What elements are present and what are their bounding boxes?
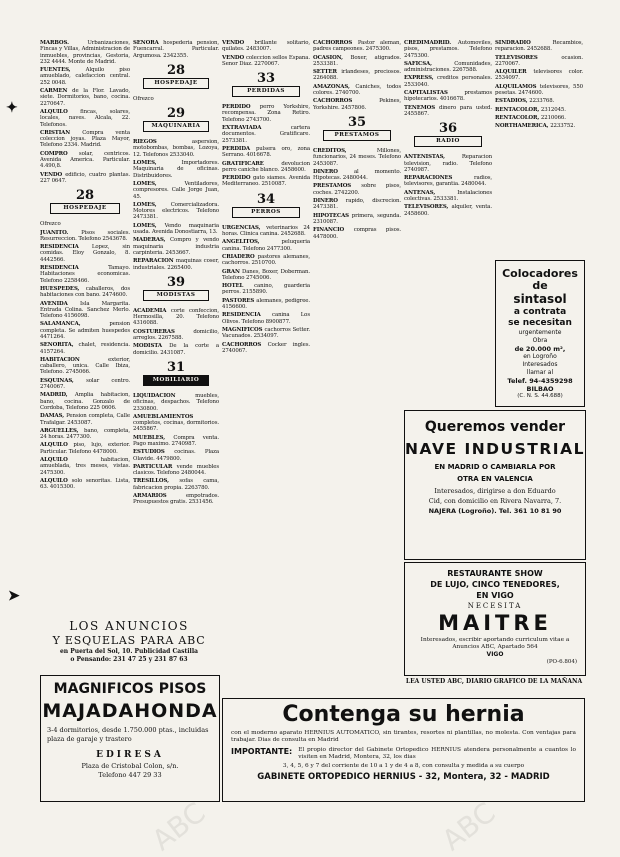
classified-ad	[40, 130, 130, 149]
classified-ad	[222, 239, 310, 252]
ad-heading: TELEVISORES	[495, 54, 562, 61]
ad-text: coleccion sellos Espana. Senor Diaz. 2270067.	[222, 54, 310, 67]
ad-text: peluqueria canina. Telefono 2477300.	[222, 239, 310, 252]
classified-ad	[404, 75, 492, 88]
ad-heading: GRAN	[222, 268, 242, 275]
ad-heading: RENTACOLOR,	[495, 114, 541, 121]
classified-ad	[404, 190, 492, 203]
ad-heading: ALQUILAMOS	[495, 83, 540, 90]
section-33: 33 PERDIDAS	[228, 71, 304, 100]
classified-ad	[313, 213, 401, 226]
ad-text: Compra venta. Pago maximo. 2740987.	[133, 434, 219, 447]
ad-heading: REPARACIONES	[404, 175, 474, 182]
ad-text: al momento. Hipotecas. 2480044.	[313, 168, 401, 182]
classified-ad	[133, 139, 219, 158]
ad-text: Alquilo piso amueblado, calefaccion central. 252 0048.	[40, 67, 130, 86]
classified-ad	[313, 183, 401, 196]
ad-text: solar centro. 2740067.	[40, 377, 130, 391]
ad-text: devolucion perro caniche blanco. 2458600.	[222, 160, 310, 173]
ad-heading: COMPRO	[40, 150, 79, 157]
classified-ad	[495, 107, 583, 113]
column-1	[40, 40, 130, 655]
ad-heading: CRISTIAN	[40, 129, 83, 136]
watermark: ABC	[435, 795, 502, 857]
ad-text: Millones, funcionarios, 24 meses. Telefono 2453087.	[313, 147, 401, 167]
classified-ad	[495, 123, 583, 129]
ad-text: habitacion, amueblada, tres meses, vistas. 2475300.	[40, 457, 130, 476]
ad-heading: CAPITALISTAS	[404, 90, 465, 97]
ad-heading: CREDIMADRID.	[404, 40, 458, 46]
section-39: 39 MODISTAS	[139, 275, 213, 304]
ad-heading: SENORITA,	[40, 342, 79, 349]
classified-ad	[313, 40, 401, 53]
hernius-ad: Contenga su hernia con el moderno aparato HERNIUS AUTOMATICO, sin tirantes, resortes ni plantillas, no molesta. Con ventajas para trabajar. Dias de consulta en Madrid IMPORTANTE: El propio director del Gabinete Ortopedico HERNIUS atendera personalmente a cuantos lo visiten en Madrid, Montera, 32, los dias 3, 4, 5, 6 y 7 del corriente de 10 a 1 y de 4 a 8, con consulta y medida a su cuerpo GABINETE ORTOPEDICO HERNIUS - 32, Montera, 32 - MADRID	[222, 698, 585, 802]
classified-ad	[133, 493, 219, 506]
ad-text: pulsera oro, zona Serrano. 4016678.	[222, 145, 310, 159]
ad-heading: HOTEL	[222, 283, 255, 290]
ad-heading: SAFICSA,	[404, 60, 455, 67]
ad-text: maquinas coser, industriales. 2265400.	[133, 258, 219, 271]
ad-heading: CACHORROS	[313, 98, 380, 105]
ad-heading: SALAMANCA,	[40, 321, 110, 328]
ad-heading: TRESILLOS,	[133, 478, 180, 485]
ad-heading: ALQUILO	[40, 108, 81, 115]
column-2	[133, 40, 219, 655]
classified-ad	[404, 61, 492, 74]
classified-ad	[495, 98, 583, 104]
ad-text: Compra venta coleccion joyas. Plaza Mayor, Telefono 2334. Madrid.	[40, 129, 130, 149]
classified-ad	[133, 435, 219, 448]
ad-heading: ACADEMIA	[133, 307, 171, 314]
ad-heading: AMAZONAS,	[313, 83, 356, 90]
ad-heading: SENORA	[133, 40, 164, 46]
classified-ad	[222, 298, 310, 311]
classified-ad	[222, 342, 310, 355]
abc-anuncios-ad: LOS ANUNCIOS Y ESQUELAS PARA ABC en Puerta del Sol, 10. Publicidad Castilla o Pensando: 231 47 25 y 231 87 63	[52, 619, 206, 663]
ad-heading: SETTER	[313, 69, 342, 76]
ad-text: completos, cocinas, dormitorios. 2455867.	[133, 420, 219, 433]
ad-text: hospederia pension, Fuencarral. Particular. Argumosa. 2342355.	[133, 40, 219, 59]
ad-heading: RESIDENCIA	[222, 312, 273, 319]
classified-ad	[222, 283, 310, 296]
classified-ad	[40, 244, 130, 263]
ad-text: Compro y vendo maquinaria industria carpinteria. 2453667.	[133, 237, 219, 256]
section-28: 28 HOSPEDAJE	[46, 188, 124, 217]
ad-text: Amplia habitacion, bano, cocina. Gonzalo de Cordoba, Telefono 225 0606.	[40, 392, 130, 411]
ad-text: Lopez, sin comidas. Eloy Gonzalo, 8. 4442566.	[40, 244, 130, 263]
ad-text: pastores alemanes, cachorros. 2510700.	[222, 253, 310, 267]
ad-text: 2233768.	[529, 98, 555, 105]
classified-ad	[495, 69, 583, 82]
classified-ad	[40, 88, 130, 107]
ad-heading: VENDO	[222, 54, 246, 61]
ad-text: Pastor aleman, padres campeones. 2475300.	[313, 40, 401, 53]
lea-abc-line: LEA USTED ABC, DIARIO GRAFICO DE LA MAÑANA	[405, 678, 583, 685]
ad-text: canina Los Olivos. Telefono 8900877.	[222, 312, 310, 325]
ad-text: Pension completa, Calle Trafalgar. 2453087.	[40, 413, 130, 426]
ad-heading: RESIDENCIA	[40, 244, 92, 251]
classified-ad	[404, 204, 492, 217]
classified-ad	[133, 160, 219, 179]
ad-heading: ARGUELLES,	[40, 427, 84, 434]
ad-heading: PERDIDA	[222, 145, 256, 152]
ad-heading: URGENCIAS,	[222, 224, 267, 231]
ad-heading: LOMES,	[133, 222, 165, 229]
classified-ad	[40, 428, 130, 441]
ad-heading: CARMEN	[40, 88, 73, 95]
ad-heading: SINDRADIO	[495, 40, 553, 46]
ad-text: Vendo maquinaria usada. Avenida Donostiarra, 13.	[133, 222, 219, 236]
classified-ad	[133, 449, 219, 462]
ad-heading: HABITACION	[40, 356, 109, 363]
ad-text: Urbanizaciones, Fincas y Villas, Administracion de inmuebles, provincias, Gestoria, 232 4444. Monte de Madrid.	[40, 40, 130, 65]
classified-ad	[40, 321, 130, 340]
ad-heading: FINANCIO	[313, 227, 354, 234]
classified-ad	[40, 342, 130, 355]
classified-ad	[40, 67, 130, 86]
classified-ad	[40, 357, 130, 376]
ad-text: canino, guarderia perros. 2155890.	[222, 283, 310, 296]
ad-heading: ANTENISTAS,	[404, 154, 462, 161]
classified-ad	[222, 125, 310, 144]
ad-heading: RIEGOS	[133, 139, 192, 146]
classified-ad	[133, 343, 219, 356]
ad-text: caballeros, dos habitaciones con bano. 2474600.	[40, 285, 130, 299]
nave-industrial-ad: Queremos vender NAVE INDUSTRIAL EN MADRID O CAMBIARLA POR OTRA EN VALENCIA Interesados, dirigirse a don Eduardo Cid, con domicilio en Rivera Navarra, 7. NAJERA (Logroño). Tel. 361 10 81 90	[404, 410, 586, 560]
classified-ad	[40, 172, 130, 185]
classified-ad	[133, 258, 219, 271]
ad-text: 2233752.	[550, 123, 576, 130]
ad-text: radios, televisores, garantia. 2480044.	[404, 175, 492, 188]
classified-ad	[133, 329, 219, 342]
ad-text: gato siames. Avenida Mediterraneo. 2510087.	[222, 175, 310, 188]
ad-text: compras pisos. 4478000.	[313, 227, 401, 240]
ad-text: Comunidades, administraciones. 2267588.	[404, 60, 492, 74]
ad-text: Tamayo. Habitaciones economicas. Telefono 2258466.	[40, 265, 130, 284]
ad-heading: AMUEBLAMIENTOS	[133, 413, 194, 420]
ad-heading: DAMAS,	[40, 413, 67, 420]
ad-text: Boxer, atigrados. 2533381.	[313, 54, 401, 67]
ad-text: televisores, 550 pesetas. 2474600.	[495, 83, 583, 97]
ad-heading: ESTADIOS,	[495, 98, 530, 105]
ad-text: ocasion. 2270067.	[495, 54, 583, 67]
classified-ad	[313, 98, 401, 111]
classified-ad	[222, 327, 310, 340]
classified-ad	[133, 414, 219, 433]
classified-ad	[313, 227, 401, 240]
classified-ad	[313, 198, 401, 211]
ad-text: alquiler, venta. 2458600.	[404, 204, 492, 217]
ad-heading: PARTICULAR	[133, 463, 177, 470]
classified-ad	[404, 154, 492, 173]
ad-heading: ESQUINAS,	[40, 377, 87, 384]
ad-text: dinero para usted. 2455867.	[404, 104, 492, 117]
ad-text: corte confeccion, Hermosilla, 20. Telefono 4316088.	[133, 307, 219, 327]
ad-text: alemanes, pedigree. 4156600.	[222, 297, 310, 311]
ad-text: muebles, oficinas, despachos. Telefono 2330800.	[133, 392, 219, 412]
ad-heading: MUEBLES,	[133, 434, 174, 441]
classified-ad	[133, 464, 219, 477]
ad-heading: VENDO	[40, 171, 66, 178]
classified-ad	[133, 393, 219, 412]
margin-mark: ➤	[8, 588, 20, 604]
ad-text: cocinas. Plaza Olavide. 4479800.	[133, 449, 219, 462]
classified-ad	[133, 202, 219, 221]
ad-text: Pekines, Yorkshire. 2457806.	[313, 98, 401, 111]
ad-heading: ALQUILO	[40, 477, 72, 484]
classified-ad	[40, 230, 130, 243]
ad-text: sobre pisos, coches. 2742200.	[313, 183, 401, 196]
ad-heading: HUESPEDES,	[40, 285, 86, 292]
column-6	[495, 40, 583, 255]
ad-text: Caniches, todos colores. 2740700.	[313, 83, 401, 97]
ad-text: fincas, solares, locales, naves. Alcala, 22. Telefonos.	[40, 108, 130, 128]
classified-ad	[495, 84, 583, 97]
classified-ad	[40, 109, 130, 128]
classified-ad	[40, 151, 130, 170]
classified-ad	[222, 175, 310, 188]
section-28b: 28 HOSPEDAJE	[139, 63, 213, 92]
classified-ad	[133, 308, 219, 327]
section-29: 29 MAQUINARIA	[139, 106, 213, 135]
classified-ad	[222, 225, 310, 238]
ad-heading: ALQUILER	[495, 69, 534, 76]
classified-ad	[133, 237, 219, 256]
ad-heading: ALQUILO	[40, 457, 101, 464]
ad-heading: DINERO	[313, 168, 354, 175]
classified-ad	[222, 254, 310, 267]
classified-ad	[40, 40, 130, 65]
ad-heading: LOMES,	[133, 201, 171, 208]
ad-heading: PERDIDO	[222, 104, 260, 111]
ad-text: domicilio, arreglos. 2267588.	[133, 328, 219, 342]
classified-ad	[495, 55, 583, 68]
ad-text: empotrados. Presupuestos gratis. 2531456.	[133, 493, 219, 506]
ad-heading: MODISTA	[133, 343, 170, 350]
ad-heading: FUENTES,	[40, 67, 86, 74]
classified-ad	[40, 413, 130, 426]
classified-ad	[495, 115, 583, 121]
column-3	[222, 40, 310, 735]
column-5	[404, 40, 492, 440]
section-35: 35 PRESTAMOS	[319, 115, 395, 144]
column-4	[313, 40, 401, 735]
ad-text: creditos personales. 2533040.	[404, 75, 492, 88]
section-note: Ofrezco	[40, 221, 61, 228]
ad-text: Instalaciones colectivas. 2533381.	[404, 189, 492, 203]
ad-heading: DINERO	[313, 198, 346, 205]
classified-ad	[222, 55, 310, 68]
sintasol-ad: Colocadores de sintasol a contrata se necesitan urgentemente Obra de 20.000 m², en Logroño Interesados llamar al Telef. 94-4359298 BILBAO (C. N. S. 44.688)	[495, 260, 585, 407]
ad-heading: EXTRAVIADA	[222, 125, 291, 132]
ad-text: irlandeses, preciosos. 2264088.	[313, 69, 401, 82]
classified-ad	[404, 175, 492, 188]
classified-ad	[313, 84, 401, 97]
classified-ad	[222, 104, 310, 123]
classified-ad	[40, 286, 130, 299]
classified-ad	[40, 457, 130, 476]
ad-heading: RENTACOLOR,	[495, 106, 541, 113]
ad-heading: PRESTAMOS	[313, 183, 362, 190]
maitre-ad: RESTAURANTE SHOW DE LUJO, CINCO TENEDORES, EN VIGO NECESITA MAITRE Interesados, escribir aportando curriculum vitae a Anuncios ABC, Apartado 564 VIGO (PO-6.804)	[404, 562, 586, 676]
ad-text: Reparacion television, radio. Telefono 2740987.	[404, 154, 492, 173]
classified-ad	[40, 392, 130, 411]
ad-heading: VENDO	[222, 40, 255, 46]
classified-ad	[133, 223, 219, 236]
ad-text: bano, completa, 24 horas. 2477300.	[40, 427, 130, 441]
ad-heading: LOMES,	[133, 180, 185, 187]
ad-text: primera, segunda. 2310087.	[313, 212, 401, 225]
ad-heading: MAGNIFICOS	[222, 326, 265, 333]
ad-heading: RESIDENCIA	[40, 265, 109, 272]
classified-ad	[133, 181, 219, 200]
ad-heading: TELEVISORES,	[404, 204, 452, 211]
ad-text: televisores color. 2534097.	[495, 69, 583, 82]
ad-heading: OCASION,	[313, 54, 351, 61]
classified-ad	[313, 69, 401, 82]
ad-heading: ARMARIOS	[133, 493, 186, 500]
ad-heading: MADRID,	[40, 392, 75, 399]
ad-text: exterior, caballero, unica. Calle Ibiza, Telefono. 2745066.	[40, 356, 130, 376]
ad-text: 2312045.	[540, 106, 566, 113]
ad-text: 2210066.	[540, 114, 566, 121]
ad-heading: ANTENAS,	[404, 189, 458, 196]
classified-ad	[222, 312, 310, 325]
ad-text: Importadores. Maquinaria de oficinas. Distribuidores.	[133, 160, 219, 179]
ad-heading: HIPOTECAS	[313, 212, 352, 219]
ad-heading: EXPRESS,	[404, 75, 438, 82]
ad-heading: CACHORROS	[313, 40, 358, 46]
ad-heading: LIQUIDACION	[133, 392, 196, 399]
classified-ad	[404, 105, 492, 118]
ad-heading: MARBOS.	[40, 40, 88, 46]
watermark: ABC	[145, 795, 212, 857]
ad-text: Automoviles, pisos, prestamos. Telefono 2475300.	[404, 40, 492, 59]
ad-text: pension completa. Se admiten huespedes 4471264.	[40, 321, 130, 340]
ad-heading: PASTORES	[222, 297, 257, 304]
section-note: Ofrezco	[133, 95, 154, 102]
classified-ad	[133, 478, 219, 491]
ad-heading: CACHORROS	[222, 341, 268, 348]
ad-text: Pisos sociales. Resurreccion. Telefono 2543678.	[40, 229, 130, 242]
classified-ad	[495, 40, 583, 53]
classified-ad	[404, 40, 492, 59]
classified-ad	[40, 265, 130, 284]
ad-heading: TENEMOS	[404, 104, 440, 111]
classified-ad	[222, 146, 310, 159]
ad-text: aspersion, motobombas, bombas, Lozoya, 12. Telefonos 2533040.	[133, 139, 219, 158]
classified-ad	[40, 478, 130, 491]
ad-text: cachorros Setter. Vacunados. 2534097.	[222, 326, 310, 340]
ad-heading: LOMES,	[133, 160, 182, 167]
ad-heading: ESTUDIOS	[133, 449, 175, 456]
classified-ad	[222, 161, 310, 174]
classified-ad	[404, 90, 492, 103]
ad-heading: ALQUILO	[40, 442, 74, 449]
ad-text: veterinarios 24 horas. Clinica canina. 2452688.	[222, 224, 310, 238]
ad-text: solar, centricos. Avenida America. Particular. 4.490,8.	[40, 150, 130, 170]
ad-text: vende muebles clasicos. Telefono 2480044.	[133, 463, 219, 477]
ad-text: Isla Margarita. Entrada Colina. Sanchez Merlo. Telefono 4156098.	[40, 300, 130, 320]
ad-text: Cocker ingles. 2740067.	[222, 341, 310, 354]
ad-text: brillante solitario, quilates. 2483007.	[222, 40, 310, 53]
ad-text: rapido, discrecion. 2473381.	[313, 198, 401, 211]
ad-heading: AVENIDA	[40, 300, 81, 307]
ad-heading: MADERAS,	[133, 237, 171, 244]
section-31: 31 MOBILIARIO	[139, 360, 213, 389]
ad-heading: JUANITO.	[40, 229, 82, 236]
ad-text: de la Flor. Lavado, siete. Dormitorios, bano, cocina. 2270647.	[40, 88, 130, 107]
ad-heading: COSTURERAS	[133, 328, 194, 335]
section-34: 34 PERROS	[228, 192, 304, 221]
ad-heading: NORTHAMERICA,	[495, 123, 551, 130]
ad-heading: CREDITOS,	[313, 147, 377, 154]
section-36: 36 RADIO	[410, 121, 486, 150]
ad-text: Danes, Boxer, Doberman. Telefono 2745006.	[222, 268, 310, 281]
ad-heading: ANGELITOS,	[222, 239, 282, 246]
ad-text: Comercializadora. Motores electricos. Telefono 2473381.	[133, 201, 219, 221]
ad-text: prestamos hipotecarios. 4016678.	[404, 90, 492, 103]
classified-ad	[222, 269, 310, 282]
classified-ad	[40, 301, 130, 320]
ad-heading: GRATIFICARE	[222, 160, 282, 167]
ad-text: perro Yorkshire, recompensa. Zona Retiro. Telefono 2743700.	[222, 104, 310, 123]
ad-text: cartera documentos. Gratificare. 2573381.	[222, 125, 310, 144]
ad-text: Recambios, reparacion. 2452688.	[495, 40, 583, 53]
ad-text: chalet, residencia. 4157264.	[40, 342, 130, 355]
ad-heading: REPARACION	[133, 258, 176, 265]
classified-ad	[40, 378, 130, 391]
classified-ad	[222, 40, 310, 53]
ad-text: sofas cama, fabricacion propia. 2263780.	[133, 478, 219, 491]
ad-text: Ventiladores, compresores. Calle Jorge Juan, 45.	[133, 180, 219, 200]
classified-ad	[313, 148, 401, 167]
ad-text: De la corte a domicilio. 2431087.	[133, 343, 219, 356]
ad-heading: PERDIDO	[222, 175, 253, 182]
classified-ad	[313, 55, 401, 68]
classified-ad	[133, 40, 219, 59]
pisos-majadahonda-ad: MAGNIFICOS PISOS MAJADAHONDA 3-4 dormitorios, desde 1.750.000 ptas., incluidas plaza de garaje y trastero EDIRESA Plaza de Cristobal Colon, s/n. Telefono 447 29 33	[40, 675, 220, 802]
margin-mark: ✦	[6, 100, 18, 116]
ad-text: edificio, cuatro plantas. 227 0647.	[40, 171, 130, 184]
ad-text: solo senoritas. Lista, 63. 4015300.	[40, 477, 130, 491]
ad-text: piso, lujo, exterior. Particular. Telefono 4478000.	[40, 442, 130, 455]
classified-ad	[40, 442, 130, 455]
classified-ad	[313, 169, 401, 182]
ad-heading: CRIADERO	[222, 253, 258, 260]
